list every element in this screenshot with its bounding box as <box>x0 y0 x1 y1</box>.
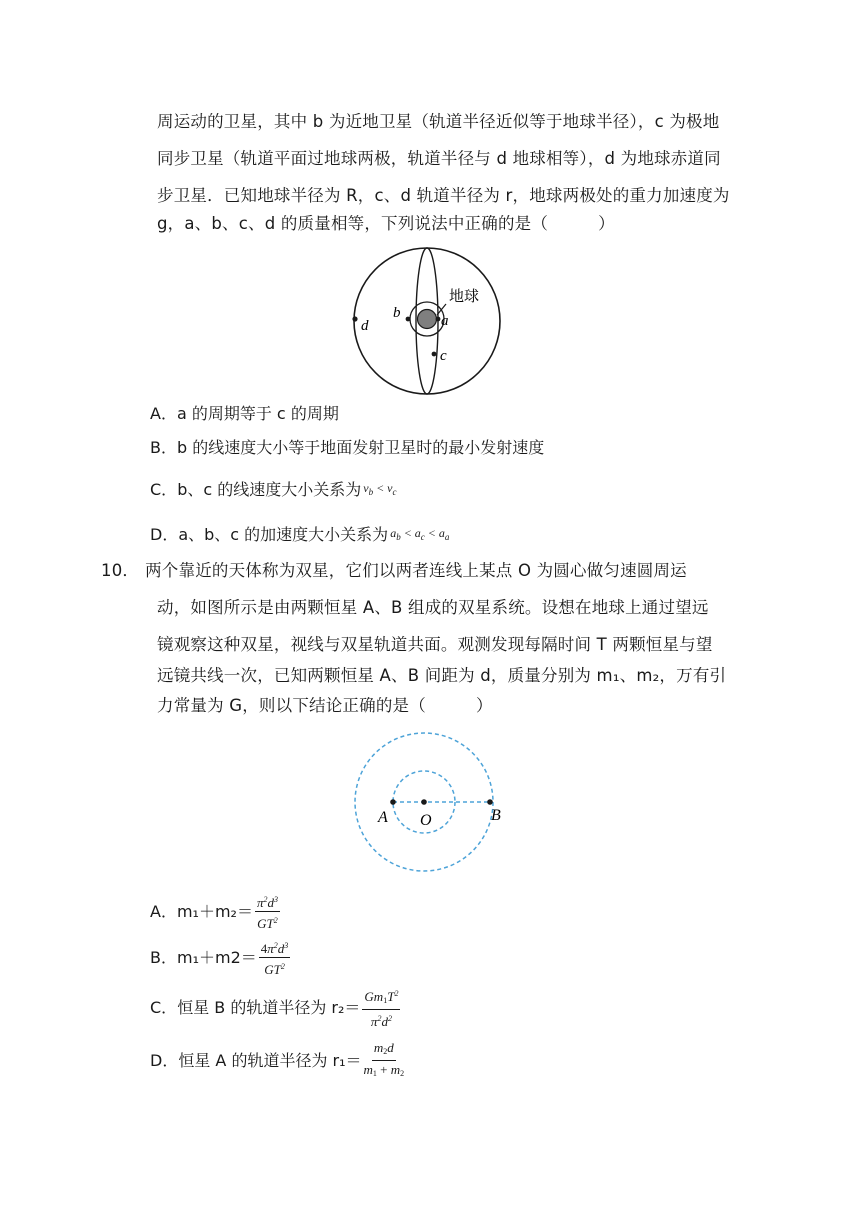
q10-option-b-formula: $\frac{4\pi^2d^3}{GT^2}$ <box>259 938 291 977</box>
q9-option-b-letter: B． <box>150 438 177 457</box>
q10-option-a-text: m₁＋m₂＝ <box>176 901 253 921</box>
q10-option-a-formula: $\frac{\pi^2d^3}{GT^2}$ <box>255 892 280 931</box>
q10-line-5: 力常量为 G，则以下结论正确的是（ ） <box>157 696 493 715</box>
q9-option-c-letter: C． <box>150 480 178 499</box>
q10-option-d-formula: $\frac{m_2d}{m_1 + m_2}$ <box>363 1040 405 1078</box>
q10-binary-star-figure <box>345 725 515 875</box>
q9-option-d-text: a、b、c 的加速度大小关系为 <box>178 525 389 544</box>
q10-line-2: 动，如图所示是由两颗恒星 A、B 组成的双星系统。设想在地球上通过望远 <box>157 598 709 617</box>
q9-option-b-text: b 的线速度大小等于地面发射卫星时的最小发射速度 <box>176 438 545 457</box>
q10-option-d-text: 恒星 A 的轨道半径为 r₁＝ <box>178 1050 362 1070</box>
q9-option-a-text: a 的周期等于 c 的周期 <box>176 404 339 423</box>
q9-earth-label: 地球 <box>449 287 480 305</box>
q10-option-b-letter: B． <box>150 947 177 967</box>
q10-option-c-letter: C． <box>150 997 178 1017</box>
q9-line-2: 同步卫星（轨道平面过地球两极，轨道半径与 d 地球相等），d 为地球赤道同 <box>157 149 721 168</box>
q9-option-d-formula: $a_b < a_c < a_a$ <box>390 526 450 542</box>
q10-number: 10． <box>101 561 140 580</box>
q9-label-a: a <box>441 313 449 329</box>
q9-option-c <box>150 477 397 503</box>
q10-option-a <box>150 892 280 931</box>
q10-label-b: B <box>491 807 501 824</box>
q9-line-4: g，a、b、c、d 的质量相等，下列说法中正确的是（ ） <box>157 214 615 233</box>
q9-option-c-formula: $v_b < v_c$ <box>363 481 397 497</box>
q10-option-c-text: 恒星 B 的轨道半径为 r₂＝ <box>177 997 361 1017</box>
q10-first-line <box>101 560 687 582</box>
q9-option-c-text: b、c 的线速度大小关系为 <box>177 480 362 499</box>
q10-line-4: 远镜共线一次，已知两颗恒星 A、B 间距为 d，质量分别为 m₁、m₂，万有引 <box>157 666 727 685</box>
q9-earth-satellite-figure <box>345 240 515 400</box>
q9-line-1: 周运动的卫星，其中 b 为近地卫星（轨道半径近似等于地球半径），c 为极地 <box>157 112 720 131</box>
q10-option-b-text: m₁＋m2＝ <box>176 947 257 967</box>
q9-option-d-letter: D． <box>150 525 179 544</box>
q9-label-c: c <box>440 348 447 364</box>
q10-option-b <box>150 938 290 977</box>
q9-option-b <box>150 437 544 459</box>
q9-line-3: 步卫星．已知地球半径为 R，c、d 轨道半径为 r，地球两极处的重力加速度为 <box>157 186 730 205</box>
q10-option-c-formula: $\frac{Gm_1T^2}{\pi^2d^2}$ <box>362 986 400 1029</box>
q10-line-1: 两个靠近的天体称为双星，它们以两者连线上某点 O 为圆心做匀速圆周运 <box>145 561 687 580</box>
q9-option-d <box>150 522 449 548</box>
q10-line-3: 镜观察这种双星，视线与双星轨道共面。观测发现每隔时间 T 两颗恒星与望 <box>157 635 713 654</box>
q10-option-d-letter: D． <box>150 1050 179 1070</box>
q10-label-a: A <box>378 809 388 826</box>
q9-label-d: d <box>361 318 369 334</box>
q10-option-d <box>150 1040 404 1081</box>
q10-label-o: O <box>420 812 432 829</box>
q9-label-b: b <box>393 305 401 321</box>
q9-option-a-letter: A． <box>150 404 177 423</box>
q10-option-c <box>150 986 400 1029</box>
q10-option-a-letter: A． <box>150 901 177 921</box>
q9-option-a <box>150 403 339 425</box>
